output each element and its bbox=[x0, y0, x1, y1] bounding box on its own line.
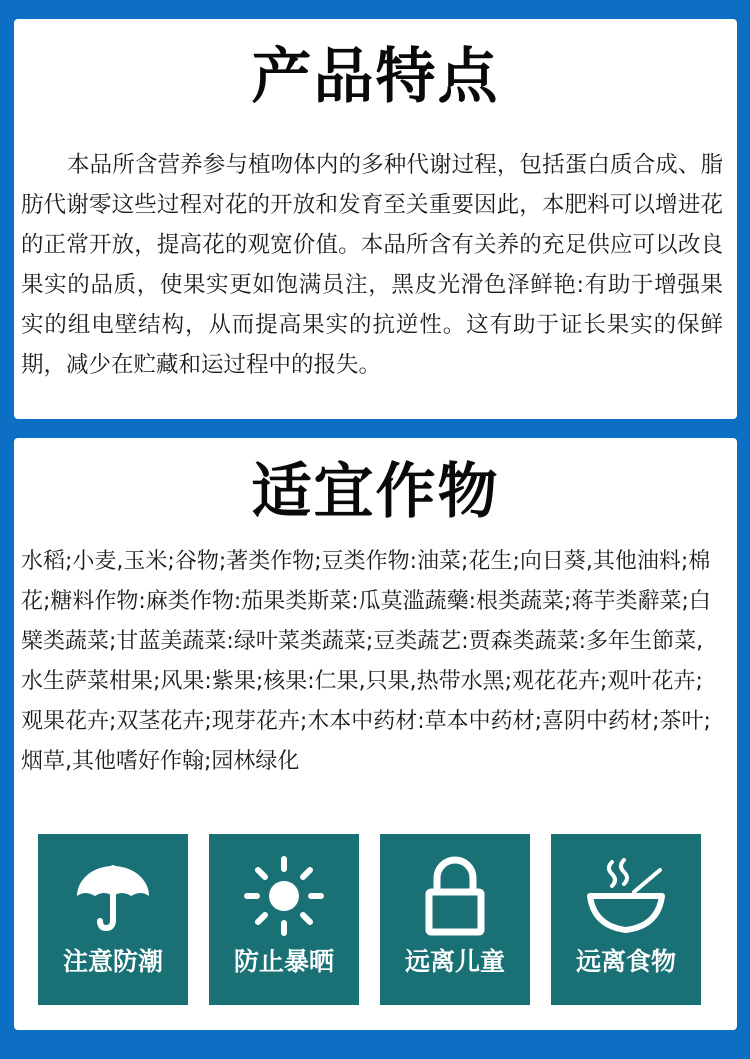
crops-list: 水稻;小麦,玉米;谷物;著类作物;豆类作物:油菜;花生;向日葵,其他油料;棉花;糖料作物:麻类作物:茄果类斯菜:瓜莫滥蔬藥:根类蔬菜;蒋芋类辭菜;白檗类蔬菜;甘蓝美蔬菜:绿叶菜类蔬菜;豆类蔬艺:贾森类蔬菜:多年生節菜,水生萨菜柑果;风果:紫果;核果:仁果,只果,热带水黑;观花花卉;观叶花卉;观果花卉;双茎花卉;现芽花卉;木本中药材:草本中药材;喜阴中药材;茶叶;烟草,其他嗜好作翰;园林绿化 bbox=[21, 549, 711, 774]
warning-label: 防止暴晒 bbox=[233, 947, 334, 976]
warning-tile-food bbox=[551, 834, 701, 1005]
warning-label: 远离食物 bbox=[575, 947, 676, 976]
bowl-icon bbox=[586, 856, 666, 936]
lock-icon bbox=[415, 856, 495, 936]
features-description: 本品所含营养参与植吻体内的多种代谢过程，包括蛋白质合成、脂肪代谢零这些过程对花的开放和发育至关重要因此，本肥料可以增进花的正常开放，提高花的观宽价值。本品所含有关养的充足供应可以改良果实的品质，使果实更如饱满员注，黑皮光滑色泽鲜艳:有助于增强果实的组电壁结构，从而提高果实的抗逆性。这有助于证长果实的保鲜期，减少在贮藏和运过程中的报失。 bbox=[21, 152, 723, 378]
warning-tile-sun bbox=[209, 834, 359, 1005]
umbrella-icon bbox=[73, 856, 153, 936]
sun-icon bbox=[244, 856, 324, 936]
warning-label: 注意防潮 bbox=[62, 947, 163, 976]
warning-tile-children bbox=[380, 834, 530, 1005]
features-card bbox=[14, 19, 737, 419]
warning-label: 远离儿童 bbox=[404, 947, 505, 976]
features-title: 产品特点 bbox=[251, 42, 500, 112]
crops-title: 适宜作物 bbox=[251, 457, 500, 527]
crops-card bbox=[14, 438, 737, 1030]
warning-tiles bbox=[38, 834, 701, 1005]
warning-tile-moisture bbox=[38, 834, 188, 1005]
